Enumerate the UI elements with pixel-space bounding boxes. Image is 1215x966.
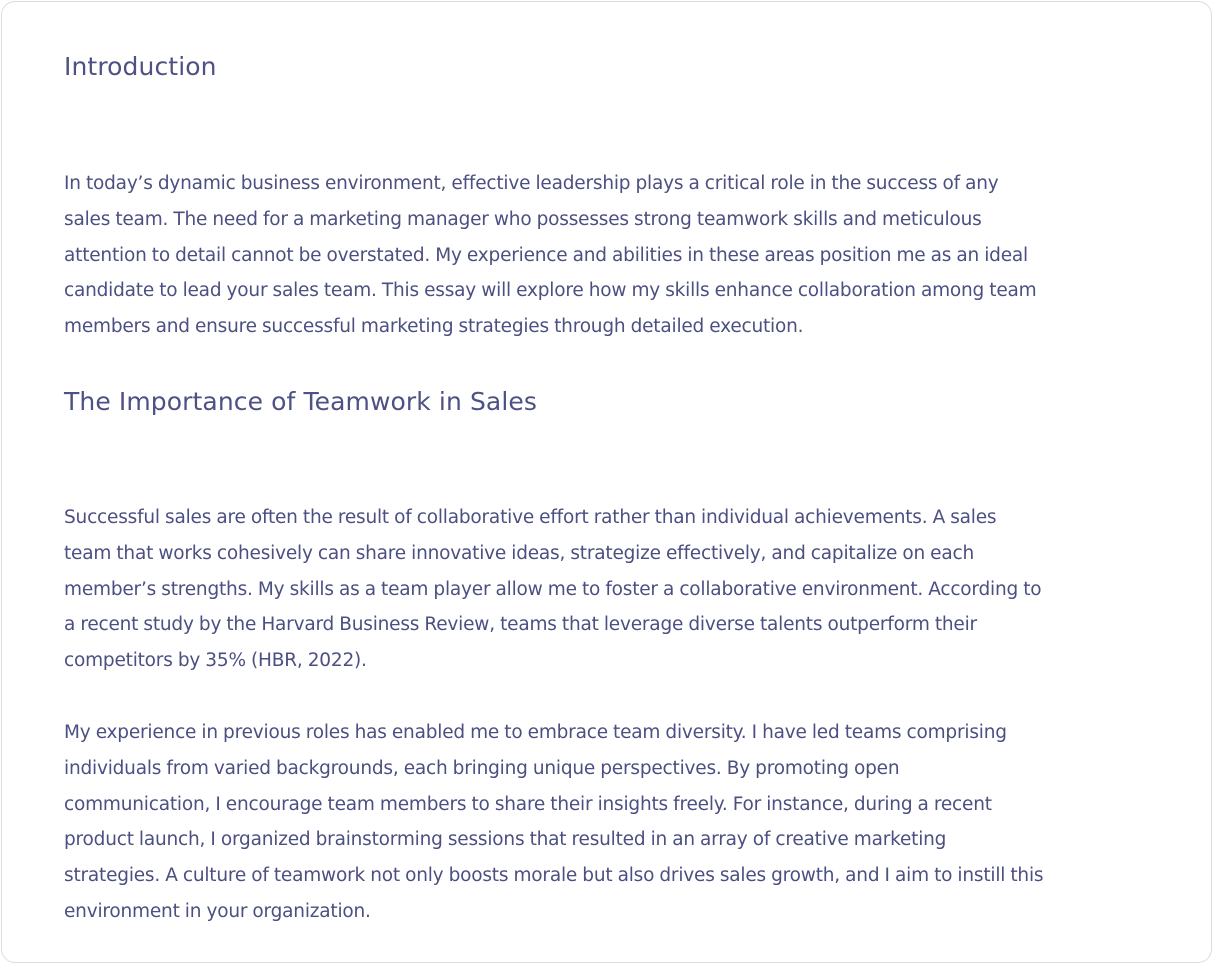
teamwork-paragraph-2 xyxy=(64,715,1159,930)
paragraph-line: In today’s dynamic business environment, effective leadership plays a critical role in the success of any xyxy=(64,173,999,194)
paragraph-line: competitors by 35% (HBR, 2022). xyxy=(64,650,367,672)
paragraph-line: sales team. The need for a marketing manager who possesses strong teamwork skills and meticulous xyxy=(64,208,982,230)
paragraph-line: individuals from varied backgrounds, each bringing unique perspectives. By promoting open xyxy=(64,757,900,779)
paragraph-line: environment in your organization. xyxy=(64,900,371,922)
essay-card xyxy=(1,1,1212,963)
teamwork-paragraph-1 xyxy=(64,500,1159,679)
paragraph-line: candidate to lead your sales team. This essay will explore how my skills enhance collaboration among team xyxy=(64,280,1037,302)
paragraph-line: team that works cohesively can share innovative ideas, strategize effectively, and capitalize on each xyxy=(64,542,974,564)
section-heading-teamwork: The Importance of Teamwork in Sales xyxy=(64,387,537,416)
paragraph-line: My experience in previous roles has enabled me to embrace team diversity. I have led teams comprising xyxy=(64,722,1007,743)
paragraph-line: member’s strengths. My skills as a team player allow me to foster a collaborative environment. According to xyxy=(64,578,1042,600)
paragraph-line: attention to detail cannot be overstated. My experience and abilities in these areas position me as an ideal xyxy=(64,244,1028,266)
paragraph-line: members and ensure successful marketing strategies through detailed execution. xyxy=(64,316,804,338)
section-heading-introduction: Introduction xyxy=(64,52,217,81)
paragraph-line: communication, I encourage team members to share their insights freely. For instance, during a recent xyxy=(64,793,992,815)
paragraph-line: Successful sales are often the result of collaborative effort rather than individual achievements. A sales xyxy=(64,507,997,528)
paragraph-line: product launch, I organized brainstorming sessions that resulted in an array of creative marketing xyxy=(64,829,947,851)
paragraph-line: a recent study by the Harvard Business Review, teams that leverage diverse talents outperform their xyxy=(64,614,977,636)
intro-paragraph xyxy=(64,166,1159,345)
paragraph-line: strategies. A culture of teamwork not only boosts morale but also drives sales growth, and I aim to instill this xyxy=(64,865,1044,887)
